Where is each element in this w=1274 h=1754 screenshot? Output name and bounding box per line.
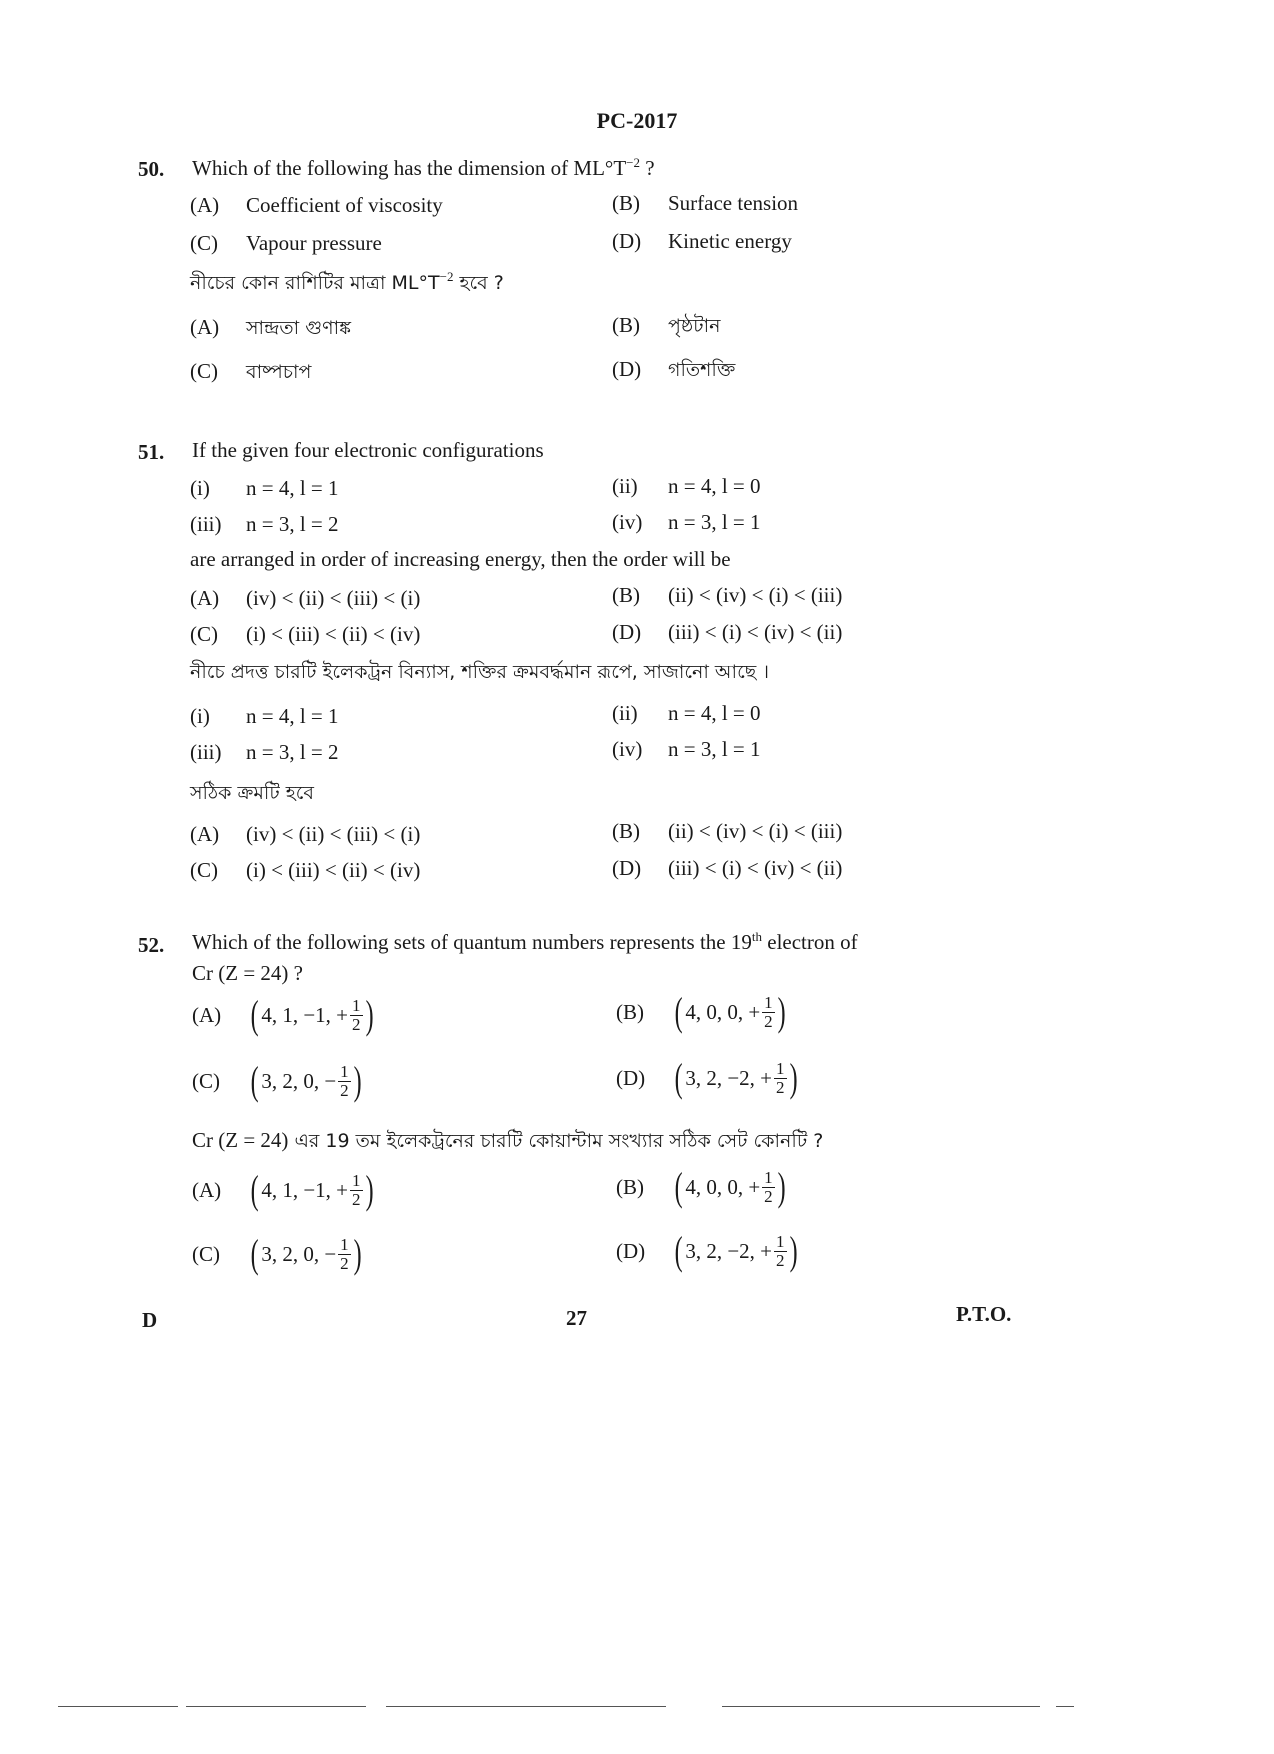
- option-label: (B): [612, 583, 640, 607]
- q50-bn-question-exponent: −2: [439, 269, 454, 284]
- option-label: (A): [190, 586, 220, 610]
- q52-question-text: Which of the following sets of quantum numbers represents the 19: [192, 930, 752, 954]
- open-paren: (: [250, 1231, 259, 1276]
- config-text: n = 3, l = 1: [668, 510, 761, 534]
- q52-option-c: [192, 1058, 364, 1103]
- page-header: PC-2017: [596, 108, 678, 133]
- fraction: [774, 1233, 787, 1270]
- fraction: [774, 1060, 787, 1097]
- fraction-denominator: 2: [776, 1250, 785, 1270]
- quantum-set: [672, 1055, 800, 1100]
- config-text: n = 3, l = 2: [246, 740, 339, 764]
- quantum-values: 3, 2, 0, −: [261, 1068, 337, 1093]
- q51-bengali-question: সঠিক ক্রমটি হবে: [190, 782, 314, 804]
- option-text: Coefficient of viscosity: [246, 193, 443, 217]
- close-paren: ): [789, 1228, 798, 1273]
- q51-bengali-intro: নীচে প্রদত্ত চারটি ইলেকট্রন বিন্যাস, শক্তির ক্রমবর্দ্ধমান রূপে, সাজানো আছে ।: [190, 661, 770, 683]
- option-label: (B): [612, 191, 640, 215]
- quantum-set: [248, 992, 376, 1037]
- divider-line: [722, 1706, 1040, 1707]
- quantum-set: [672, 1164, 788, 1209]
- option-label: (D): [612, 856, 642, 880]
- q50-option-c: [190, 231, 382, 256]
- quantum-set: [672, 989, 788, 1034]
- option-text: (iv) < (ii) < (iii) < (i): [246, 586, 421, 610]
- fraction-numerator: 1: [352, 1170, 361, 1190]
- option-label: (C): [192, 1068, 220, 1093]
- config-text: n = 3, l = 1: [668, 737, 761, 761]
- option-label: (B): [612, 819, 640, 843]
- divider-line: [58, 1706, 178, 1707]
- q52-number: 52.: [138, 933, 165, 957]
- footer-booklet-code: D: [142, 1308, 158, 1332]
- config-text: n = 3, l = 2: [246, 512, 339, 536]
- option-label: (D): [616, 1238, 646, 1263]
- option-label: (D): [612, 357, 642, 381]
- option-label: (C): [190, 622, 218, 646]
- q50-bn-option-d: [612, 356, 735, 388]
- q52-bn-option-c: [192, 1231, 364, 1276]
- option-text: সান্দ্রতা গুণাঙ্ক: [246, 317, 351, 339]
- option-text: বাষ্পচাপ: [246, 361, 312, 383]
- q52-bn-option-b: [616, 1164, 788, 1209]
- fraction-numerator: 1: [340, 1234, 349, 1254]
- q52-bn-formula: Cr (Z = 24): [192, 1128, 289, 1152]
- config-text: n = 4, l = 0: [668, 701, 761, 725]
- option-text: (i) < (iii) < (ii) < (iv): [246, 622, 421, 646]
- option-text: Vapour pressure: [246, 231, 382, 255]
- q50-bn-option-a: [190, 314, 351, 346]
- q51-option-b: [612, 583, 842, 608]
- option-text: পৃষ্ঠটান: [668, 315, 721, 337]
- q51-bn-config-iv: [612, 737, 761, 762]
- q51-bn-config-i: [190, 704, 339, 729]
- q50-bn-option-b: [612, 312, 720, 344]
- fraction-denominator: 2: [340, 1253, 349, 1273]
- q52-english-question-line1: [192, 929, 998, 955]
- q51-config-iii: [190, 512, 339, 537]
- option-label: (A): [190, 315, 220, 339]
- q51-option-c: [190, 622, 420, 647]
- footer-page-number: 27: [566, 1306, 587, 1330]
- q50-bn-question-text: নীচের কোন রাশিটির মাত্রা ML°T: [190, 272, 440, 294]
- quantum-values: 4, 1, −1, +: [261, 1002, 349, 1027]
- option-label: (C): [190, 231, 218, 255]
- open-paren: (: [674, 1055, 683, 1100]
- option-label: (B): [616, 1174, 644, 1199]
- option-label: (C): [192, 1241, 220, 1266]
- fraction: [338, 1236, 351, 1273]
- q51-config-ii: [612, 474, 761, 499]
- option-text: (ii) < (iv) < (i) < (iii): [668, 583, 843, 607]
- q51-config-i: [190, 476, 339, 501]
- config-label: (iv): [612, 510, 643, 534]
- option-label: (A): [190, 193, 220, 217]
- q50-english-question: [192, 155, 655, 181]
- fraction-denominator: 2: [340, 1080, 349, 1100]
- config-label: (iii): [190, 512, 222, 536]
- option-label: (C): [190, 858, 218, 882]
- q52-question-end: electron of: [762, 930, 858, 954]
- q50-question-exponent: −2: [626, 155, 640, 170]
- fraction-numerator: 1: [764, 992, 773, 1012]
- fraction: [762, 994, 775, 1031]
- fraction: [350, 1172, 363, 1209]
- option-text: (ii) < (iv) < (i) < (iii): [668, 819, 843, 843]
- config-label: (ii): [612, 474, 638, 498]
- quantum-values: 4, 1, −1, +: [261, 1177, 349, 1202]
- config-label: (i): [190, 476, 210, 500]
- config-label: (i): [190, 704, 210, 728]
- q50-option-b: [612, 191, 798, 216]
- quantum-values: 4, 0, 0, +: [685, 999, 761, 1024]
- fraction-denominator: 2: [352, 1014, 361, 1034]
- fraction: [338, 1063, 351, 1100]
- fraction-numerator: 1: [764, 1167, 773, 1187]
- option-label: (D): [612, 229, 642, 253]
- fraction-denominator: 2: [764, 1186, 773, 1206]
- q50-bengali-question: [190, 269, 504, 301]
- quantum-set: [672, 1228, 800, 1273]
- quantum-values: 4, 0, 0, +: [685, 1174, 761, 1199]
- option-label: (B): [612, 313, 640, 337]
- close-paren: ): [789, 1055, 798, 1100]
- q52-bn-option-d: [616, 1228, 800, 1273]
- option-label: (A): [190, 822, 220, 846]
- q51-bn-option-c: [190, 858, 420, 883]
- fraction-denominator: 2: [352, 1189, 361, 1209]
- q51-bn-option-b: [612, 819, 842, 844]
- option-text: গতিশক্তি: [668, 359, 736, 381]
- quantum-values: 3, 2, −2, +: [685, 1238, 773, 1263]
- quantum-values: 3, 2, −2, +: [685, 1065, 773, 1090]
- quantum-values: 3, 2, 0, −: [261, 1241, 337, 1266]
- option-label: (D): [616, 1065, 646, 1090]
- q50-question-end: ?: [640, 156, 655, 180]
- option-text: (i) < (iii) < (ii) < (iv): [246, 858, 421, 882]
- q52-bn-option-a: [192, 1167, 376, 1212]
- q51-english-question: are arranged in order of increasing energy, then the order will be: [190, 547, 731, 571]
- close-paren: ): [353, 1058, 362, 1103]
- q51-bn-config-ii: [612, 701, 761, 726]
- q50-question-text: Which of the following has the dimension of ML°T: [192, 156, 627, 180]
- divider-line: [1056, 1706, 1074, 1707]
- close-paren: ): [365, 992, 374, 1037]
- config-label: (iii): [190, 740, 222, 764]
- config-text: n = 4, l = 1: [246, 476, 339, 500]
- q51-english-intro: If the given four electronic configurations: [192, 438, 544, 462]
- q52-option-d: [616, 1055, 800, 1100]
- close-paren: ): [777, 989, 786, 1034]
- divider-line: [386, 1706, 666, 1707]
- q52-question-ordinal: th: [751, 929, 762, 944]
- q52-option-a: [192, 992, 376, 1037]
- close-paren: ): [777, 1164, 786, 1209]
- q52-english-question-line2: Cr (Z = 24) ?: [192, 961, 303, 985]
- fraction-denominator: 2: [776, 1077, 785, 1097]
- quantum-set: [248, 1231, 364, 1276]
- fraction: [350, 997, 363, 1034]
- option-text: (iii) < (i) < (iv) < (ii): [668, 620, 843, 644]
- q52-bengali-question: [192, 1127, 823, 1159]
- config-label: (ii): [612, 701, 638, 725]
- q51-number: 51.: [138, 440, 165, 464]
- option-text: Kinetic energy: [668, 229, 792, 253]
- fraction-numerator: 1: [776, 1058, 785, 1078]
- open-paren: (: [674, 1228, 683, 1273]
- close-paren: ): [353, 1231, 362, 1276]
- q50-option-d: [612, 229, 792, 254]
- q50-bn-option-c: [190, 358, 311, 390]
- config-label: (iv): [612, 737, 643, 761]
- option-label: (A): [192, 1177, 222, 1202]
- q52-option-b: [616, 989, 788, 1034]
- open-paren: (: [250, 992, 259, 1037]
- option-label: (C): [190, 359, 218, 383]
- option-text: (iv) < (ii) < (iii) < (i): [246, 822, 421, 846]
- option-text: (iii) < (i) < (iv) < (ii): [668, 856, 843, 880]
- q50-number: 50.: [138, 157, 165, 181]
- q51-config-iv: [612, 510, 761, 535]
- footer-pto: P.T.O.: [956, 1302, 1012, 1326]
- open-paren: (: [674, 1164, 683, 1209]
- option-label: (D): [612, 620, 642, 644]
- fraction-denominator: 2: [764, 1011, 773, 1031]
- quantum-set: [248, 1058, 364, 1103]
- q51-option-a: [190, 586, 420, 611]
- open-paren: (: [250, 1058, 259, 1103]
- config-text: n = 4, l = 1: [246, 704, 339, 728]
- q52-bn-question-text: এর 19 তম ইলেকট্রনের চারটি কোয়ান্টাম সংখ্যার সঠিক সেট কোনটি ?: [288, 1130, 824, 1152]
- divider-line: [186, 1706, 366, 1707]
- fraction-numerator: 1: [340, 1061, 349, 1081]
- open-paren: (: [674, 989, 683, 1034]
- config-text: n = 4, l = 0: [668, 474, 761, 498]
- option-label: (B): [616, 999, 644, 1024]
- option-label: (A): [192, 1002, 222, 1027]
- q51-bn-option-d: [612, 856, 842, 881]
- q51-bn-config-iii: [190, 740, 339, 765]
- option-text: Surface tension: [668, 191, 799, 215]
- quantum-set: [248, 1167, 376, 1212]
- q51-bn-option-a: [190, 822, 420, 847]
- fraction-numerator: 1: [352, 995, 361, 1015]
- open-paren: (: [250, 1167, 259, 1212]
- fraction-numerator: 1: [776, 1231, 785, 1251]
- q50-option-a: [190, 193, 443, 218]
- close-paren: ): [365, 1167, 374, 1212]
- q51-option-d: [612, 620, 842, 645]
- fraction: [762, 1169, 775, 1206]
- q50-bn-question-end: হবে ?: [453, 272, 504, 294]
